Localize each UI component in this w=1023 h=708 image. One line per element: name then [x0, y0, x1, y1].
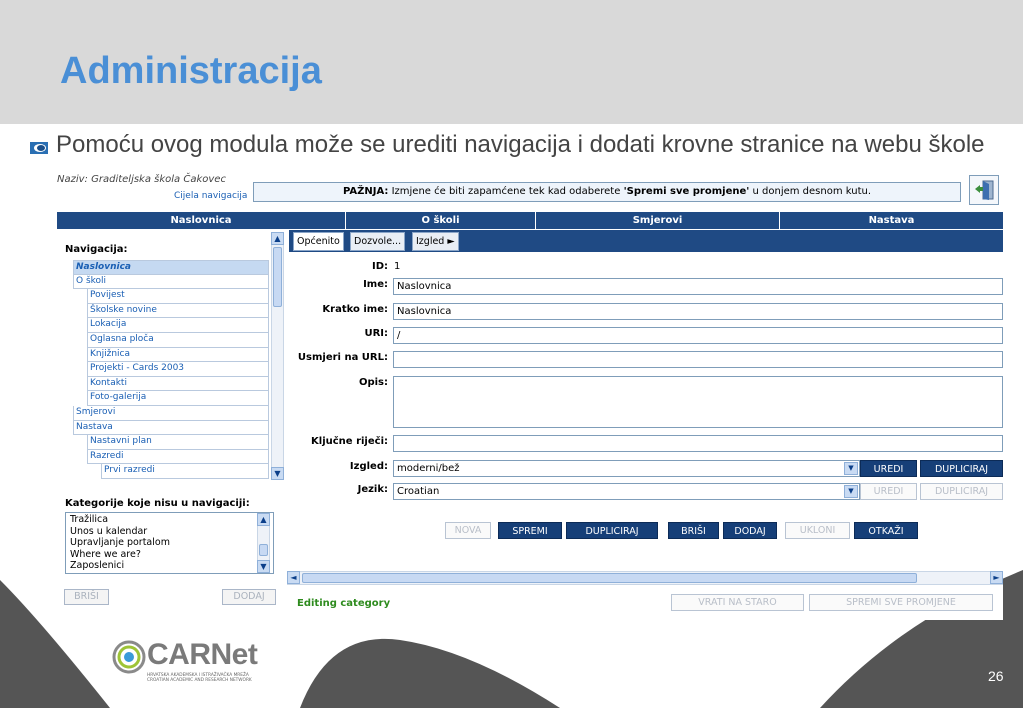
tree-node-povijest[interactable]: Povijest [87, 289, 269, 304]
editing-status: Editing category [297, 598, 391, 609]
topnav-item-smjerovi[interactable]: Smjerovi [536, 212, 780, 229]
topnav-item-o-skoli[interactable]: O školi [346, 212, 536, 229]
page-number: 26 [988, 668, 1004, 684]
warning-banner [253, 182, 961, 202]
warning-prefix: PAŽNJA: [342, 186, 389, 197]
description-label: Opis: [358, 377, 388, 388]
category-item[interactable]: Tražilica [70, 514, 109, 525]
warning-text: Izmjene će biti zapamćene tek kad odaberete [388, 186, 624, 197]
tree-node-foto-galerija[interactable]: Foto-galerija [87, 391, 269, 406]
categories-list[interactable] [65, 512, 274, 574]
uri-field[interactable]: / [393, 327, 1003, 344]
chevron-down-icon[interactable]: ▼ [844, 462, 858, 475]
short-name-label: Kratko ime: [322, 304, 388, 315]
scroll-down-icon[interactable]: ▼ [271, 467, 284, 480]
language-edit-button[interactable]: UREDI [860, 483, 917, 500]
tree-node-razredi[interactable]: Razredi [87, 450, 269, 465]
save-all-changes-button[interactable]: SPREMI SVE PROMJENE [809, 594, 993, 611]
id-label: ID: [371, 261, 388, 272]
redirect-url-label: Usmjeri na URL: [297, 352, 388, 363]
topnav-item-naslovnica[interactable]: Naslovnica [57, 212, 346, 229]
keywords-field[interactable] [393, 435, 1003, 452]
brand-subtitle-line1: HRVATSKA AKADEMSKA I ISTRAŽIVAČKA MREŽA [147, 673, 249, 678]
category-item[interactable]: Where we are? [70, 548, 141, 560]
language-select[interactable] [393, 483, 860, 500]
full-navigation-link[interactable]: Cijela navigacija [174, 191, 248, 201]
language-label: Jezik: [357, 484, 388, 495]
warning-quote: 'Spremi sve promjene' [623, 186, 750, 197]
horizontal-scroll-thumb[interactable] [302, 573, 917, 583]
look-select-value: moderni/bež [397, 463, 460, 474]
exit-door-icon [973, 179, 995, 201]
tree-node-nastavni-plan[interactable]: Nastavni plan [87, 435, 269, 450]
name-label: Ime: [363, 279, 388, 290]
scroll-up-icon[interactable]: ▲ [257, 513, 270, 526]
redirect-url-field[interactable] [393, 351, 1003, 368]
remove-button[interactable]: UKLONI [785, 522, 850, 539]
tab-strip [289, 230, 1003, 252]
tree-scrollbar[interactable] [271, 232, 284, 480]
scroll-down-icon[interactable]: ▼ [257, 560, 270, 573]
category-item[interactable]: Unos u kalendar [70, 525, 148, 537]
exit-button[interactable] [969, 175, 999, 205]
cancel-button[interactable]: OTKAŽI [854, 522, 918, 539]
tree-node-oglasna-ploca[interactable]: Oglasna ploča [87, 333, 269, 348]
topnav-item-nastava[interactable]: Nastava [868, 215, 915, 226]
admin-app [57, 172, 1003, 620]
form-horizontal-scrollbar[interactable] [287, 571, 1003, 585]
category-item[interactable]: Upravljanje portalom [70, 537, 170, 548]
look-label: Izgled: [349, 461, 388, 472]
tree-node-knjiznica[interactable]: Knjižnica [87, 348, 269, 363]
tree-node-skolske-novine[interactable]: Školske novine [87, 304, 269, 319]
scroll-up-icon[interactable]: ▲ [271, 232, 284, 245]
name-field[interactable]: Naslovnica [393, 278, 1003, 295]
keywords-label: Ključne riječi: [311, 436, 388, 447]
save-button[interactable]: SPREMI [498, 522, 562, 539]
look-select[interactable] [393, 460, 860, 477]
revert-button[interactable]: VRATI NA STARO [671, 594, 804, 611]
duplicate-button[interactable]: DUPLICIRAJ [566, 522, 658, 539]
category-add-button[interactable]: DODAJ [222, 589, 276, 605]
look-duplicate-button[interactable]: DUPLICIRAJ [920, 460, 1003, 477]
short-name-field[interactable]: Naslovnica [393, 303, 1003, 320]
uri-label: URI: [364, 328, 388, 339]
new-button[interactable]: NOVA [445, 522, 491, 539]
tree-node-prvi-razredi[interactable]: Prvi razredi [101, 464, 269, 479]
navigation-title: Navigacija: [65, 244, 128, 255]
tree-node-naslovnica[interactable]: Naslovnica [73, 260, 269, 275]
tab-opcenito[interactable]: Općenito [293, 232, 344, 251]
navigation-tree [73, 260, 269, 479]
delete-button[interactable]: BRIŠI [668, 522, 719, 539]
top-navigation [57, 212, 1003, 229]
tree-node-nastava[interactable]: Nastava [73, 421, 269, 436]
description-field[interactable] [393, 376, 1003, 428]
tree-scroll-thumb[interactable] [273, 247, 282, 307]
add-button[interactable]: DODAJ [723, 522, 777, 539]
category-item[interactable]: Zaposlenici [70, 560, 125, 571]
scroll-right-icon[interactable]: ► [990, 571, 1003, 584]
slide-title: Administracija [60, 50, 322, 92]
tab-dozvole[interactable]: Dozvole... [350, 232, 405, 251]
tree-node-o-skoli[interactable]: O školi [73, 275, 269, 290]
language-select-value: Croatian [397, 486, 440, 497]
tree-node-lokacija[interactable]: Lokacija [87, 318, 269, 333]
tree-node-projekti[interactable]: Projekti - Cards 2003 [87, 362, 269, 377]
chevron-down-icon[interactable]: ▼ [844, 485, 858, 498]
look-edit-button[interactable]: UREDI [860, 460, 917, 477]
categories-scrollbar[interactable] [257, 513, 270, 573]
categories-scroll-thumb[interactable] [259, 544, 268, 556]
brand-name: CARNet [147, 638, 258, 671]
bullet-text: Pomoću ovog modula može se urediti navigacija i dodati krovne stranice na webu škole [56, 131, 985, 158]
categories-title: Kategorije koje nisu u navigaciji: [65, 498, 250, 509]
id-value: 1 [394, 261, 401, 272]
warning-suffix: u donjem desnom kutu. [749, 186, 872, 197]
category-delete-button[interactable]: BRIŠI [64, 589, 109, 605]
tree-node-smjerovi[interactable]: Smjerovi [73, 406, 269, 421]
brand-subtitle-line2: CROATIAN ACADEMIC AND RESEARCH NETWORK [147, 678, 252, 683]
tab-izgled[interactable]: Izgled ► [412, 232, 459, 251]
carnet-logo-icon [112, 640, 146, 674]
school-name: Naziv: Graditeljska škola Čakovec [57, 174, 226, 185]
scroll-left-icon[interactable]: ◄ [287, 571, 300, 584]
language-duplicate-button[interactable]: DUPLICIRAJ [920, 483, 1003, 500]
bullet-icon [30, 142, 48, 154]
brand-subtitle [147, 673, 252, 683]
tree-node-kontakti[interactable]: Kontakti [87, 377, 269, 392]
